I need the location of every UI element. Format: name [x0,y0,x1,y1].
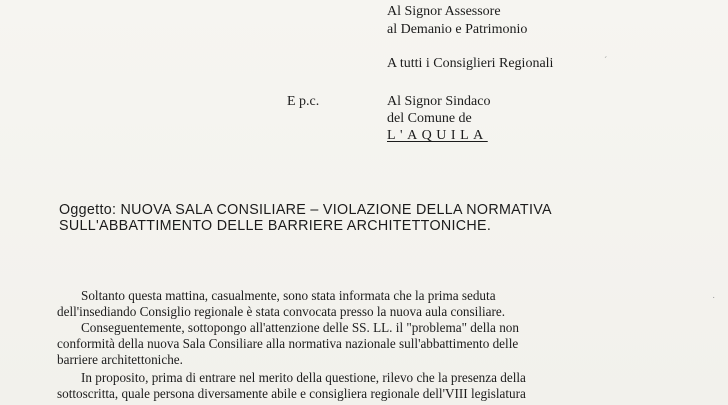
body-line-1: Soltanto questa mattina, casualmente, sono stata informata che la prima seduta [81,288,496,303]
recipient-assessore-line2: al Demanio e Patrimonio [387,22,528,37]
subject-line1: Oggetto: NUOVA SALA CONSILIARE – VIOLAZIONE DELLA NORMATIVA [59,202,552,218]
body-line-5: barriere architettoniche. [57,352,183,367]
body-line-4: conformità della nuova Sala Consiliare alla normativa nazionale sull'abbattimento delle [57,336,519,351]
recipient-assessore-line1: Al Signor Assessore [387,4,501,19]
recipient-consiglieri: A tutti i Consiglieri Regionali [387,56,554,71]
margin-mark: ˙ [712,296,716,307]
recipient-city: L'AQUILA [387,128,488,143]
body-line-2: dell'insediando Consiglio regionale è stata convocata presso la nuova aula consiliare. [57,304,506,319]
subject-line2: SULL'ABBATTIMENTO DELLE BARRIERE ARCHITETTONICHE. [59,218,492,234]
body-line-6: In proposito, prima di entrare nel merito della questione, rilevo che la presenza della [81,370,526,385]
pen-mark: ˊ [604,56,608,67]
recipient-sindaco-line1: Al Signor Sindaco [387,94,491,109]
epc-label: E p.c. [287,94,320,109]
body-line-7: sottoscritta, quale persona diversamente abile e consigliera regionale dell'VIII legislatura [57,386,526,401]
recipient-sindaco-line2: del Comune de [387,111,472,126]
body-line-3: Conseguentemente, sottopongo all'attenzione delle SS. LL. il "problema" della non [81,320,519,335]
